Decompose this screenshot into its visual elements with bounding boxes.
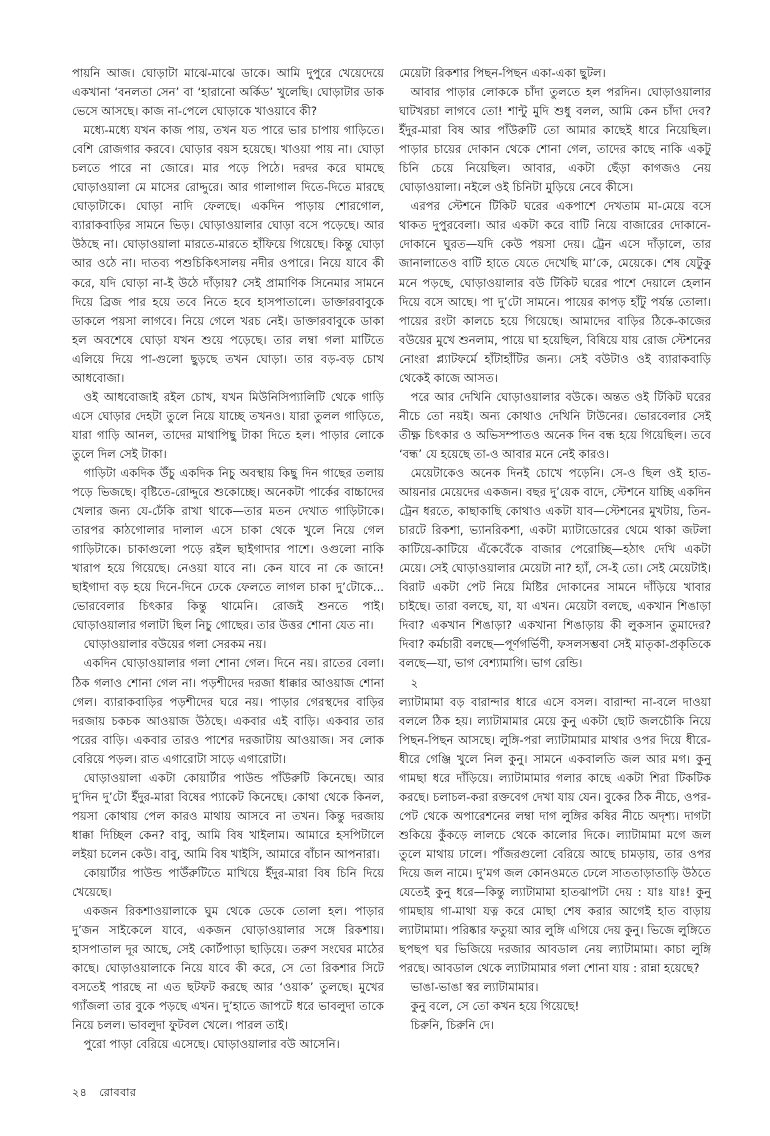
paragraph: আবার পাড়ার লোককে চাঁদা তুলতে হল পরদিন। ঘোড়াওয়ালার ঘাটখরচা লাগবে তো! শান্টু মুদি শুধু বলল, আমি কেন চাঁদা দেব? ইঁদুর-মারা বিষ আর পাঁউরুটি তো আমার কাছেই ধারে নিয়েছিল। পাড়ার চায়ের দোকান থেকে শোনা গেল, তাদের কাছে নাকি একটু চিনি চেয়ে নিয়েছিল। আবার, একটা ছেঁড়া কাগজও নেয় ঘোড়াওয়ালা। নইলে ওই চিনিটা মুড়িয়ে নেবে কীসে।: [399, 85, 711, 195]
paragraph: মেয়েটা রিকশার পিছন-পিছন একা-একা ছুটল।: [399, 66, 606, 80]
page-footer: [72, 1084, 137, 1103]
paragraph: ঘোড়াওয়ালা একটা কোয়ার্টার পাউন্ড পাঁউরুটি কিনেছে। আর দু’দিন দু’টো ইঁদুর-মারা বিষের প্যাকেট কিনেছে। কোথা থেকে কিনল, পয়সা কোথায় পেল কারও মাথায় আসবে না তখন। কিন্তু দরজায় ধাক্কা দিচ্ছিল কেন? বাবু, আমি বিষ খাইলাম। আমারে হসপিটালে লইয়া চলেন কেউ। বাবু, আমি বিষ খাইসি, আমারে বাঁচান আপনারা।: [72, 770, 384, 861]
paragraph: মেয়েটাকেও অনেক দিনই চোখে পড়েনি। সে-ও ছিল ওই হাত-আয়নার মেয়েদের একজন। বছর দু’য়েক বাদে, স্টেশনে যাচ্ছি একদিন ট্রেন ধরতে, কাছাকাছি কোথাও একটা যাব—স্টেশনের মুখটায়, তিন-চারটে রিকশা, ভ্যানরিকশা, একটা ম্যাটাডোরের থেমে থাকা জটলা কাটিয়ে-কাটিয়ে এঁকেবেঁকে বাজার পেরোচ্ছি—হঠাৎ দেখি একটা মেয়ে। সেই ঘোড়াওয়ালার মেয়েটা না? হ্যাঁ, সে-ই তো। সেই মেয়েটাই। বিরাট একটা পেট নিয়ে মিষ্টির দোকানের সামনে দাঁড়িয়ে খাবার চাইছে। তারা বলছে, যা, যা এখন। মেয়েটা বলছে, একখান শিঙাড়া দিবা? একখান শিঙাড়া? একখানা শিঙাড়ায় কী লুকসান তুমাদের? দিবা? কর্মচারী বলছে—পূর্ণগর্ভিণী, ফসলসম্ভবা সেই মাতৃকা-প্রকৃতিকে বলছে—যা, ভাগ বেশ্যামাগি। ভাগ রেন্ডি।: [399, 465, 711, 671]
paragraph: পায়নি আজ। ঘোড়াটা মাঝে-মাঝে ডাকে। আমি দুপুরে খেয়েদেয়ে একখানা ‘বনলতা সেন’ বা ‘হারানো অর্কিড’ খুলেছি। ঘোড়াটার ডাক ভেসে আসছে। কাজ না-পেলে ঘোড়াকে খাওয়াবে কী?: [72, 66, 384, 119]
paragraph: একদিন ঘোড়াওয়ালার গলা শোনা গেল। দিনে নয়। রাতের বেলা। ঠিক গলাও শোনা গেল না। পড়শীদের দরজা ধাক্কার আওয়াজ শোনা গেল। ব্যারাকবাড়ির পড়শীদের ঘরে নয়। পাড়ার গেরস্থদের বাড়ির দরজায় চকচক আওয়াজ উঠছে। একবার এই বাড়ি। একবার তার পরের বাড়ি। একবার তারও পাশের দরজাটায় আওয়াজ। সব লোক বেরিয়ে পড়ল। রাত এগারোটা সাড়ে এগারোটা।: [72, 656, 384, 766]
left-column: [72, 64, 384, 1054]
story-section-continued: [399, 64, 711, 674]
paragraph: কুনু বলে, সে তো কখন হয়ে গিয়েছে!: [410, 999, 580, 1014]
magazine-name: রোববার: [99, 1086, 137, 1099]
paragraph: পরে আর দেখিনি ঘোড়াওয়ালার বউকে। অন্তত ওই টিকিট ঘরের নীচে তো নয়ই। অন্য কোথাও দেখিনি টাউনের। ভোরবেলার সেই তীক্ষ্ণ চিৎকার ও অভিসম্পাতও অনেক দিন বন্ধ হয়ে গিয়েছিল। তবে ‘বন্ধ’ যে হয়েছে তা-ও আবার মনে নেই কারও।: [399, 389, 711, 461]
paragraph: ওই আধবোজাই রইল চোখ, যখন মিউনিসিপ্যালিটি থেকে গাড়ি এসে ঘোড়ার দেহটা তুলে নিয়ে যাচ্ছে তখনও। যারা তুলল গাড়িতে, যারা গাড়ি আনল, তাদের মাথাপিছু টাকা দিতে হল। পাড়ার লোকে তুলে দিল সেই টাকা।: [72, 389, 384, 461]
paragraph: মধ্যে-মধ্যে যখন কাজ পায়, তখন যত পারে ভার চাপায় গাড়িতে। বেশি রোজগার করবে। ঘোড়ার বয়স হয়েছে। খাওয়া পায় না। ঘোড়া চলতে পারে না জোরে। মার পড়ে পিঠে। দরদর করে ঘামছে ঘোড়াওয়ালা মে মাসের রোদ্দুরে। আর গালাগাল দিতে-দিতে মারছে ঘোড়াটাকে। ঘোড়া নাদি ফেলছে। একদিন পাড়ায় শোরগোল, ব্যারাকবাড়ির সামনে ভিড়। ঘোড়াওয়ালার ঘোড়া বসে পড়েছে। আর উঠছে না। ঘোড়াওয়ালা মারতে-মারতে হাঁফিয়ে গিয়েছে। কিন্তু ঘোড়া আর ওঠে না। দাতব্য পশুচিকিৎসালয় নদীর ওপারে। নিয়ে যাবে কী করে, যদি ঘোড়া না-ই উঠে দাঁড়ায়? সেই প্রামাণিক সিনেমার সামনে দিয়ে ব্রিজ পার হয়ে তবে নিতে হবে হাসপাতালে। ডাক্তারবাবুকে ডাকলে পয়সা লাগবে। নিয়ে গেলে খরচ নেই। ডাক্তারবাবুকে ডাকা হল অবশেষে ঘোড়া যখন শুয়ে পড়েছে। তার লম্বা গলা মাটিতে এলিয়ে দিয়ে পা-গুলো ছুড়ছে তখন ঘোড়া। তার বড়-বড় চোখ আধবোজা।: [72, 123, 384, 385]
paragraph: একজন রিকশাওয়ালাকে ঘুম থেকে ডেকে তোলা হল। পাড়ার দু’জন সাইকেলে যাবে, একজন ঘোড়াওয়ালার সঙ্গে রিকশায়। হাসপাতাল দূর আছে, সেই কোর্টপাড়া ছাড়িয়ে। তরুণ সংঘের মাঠের কাছে। ঘোড়াওয়ালাকে নিয়ে যাবে কী করে, সে তো রিকশার সিটে বসতেই পারছে না এত ছটফট করছে আর ‘ওয়াক’ তুলছে। মুখের গ্যাঁজলা তার বুকে পড়ছে এখন। দু’হাতে জাপটে ধরে ভাবলুদা তাকে নিয়ে চলল। ভাবলুদা ফুটবল খেলে। পারল তাই।: [72, 904, 384, 1033]
story-section-two: [399, 693, 711, 1036]
paragraph: পুরো পাড়া বেরিয়ে এসেছে। ঘোড়াওয়ালার বউ আসেনি।: [83, 1037, 340, 1052]
paragraph: গাড়িটা একদিক উঁচু একদিক নিচু অবস্থায় কিছু দিন গাছের তলায় পড়ে ভিজছে। বৃষ্টিতে-রোদ্দুরে শুকোচ্ছে। অনেকটা পার্কের বাচ্চাদের খেলার জন্য যে-ঢেঁকি রাখা থাকে—তার মতন দেখাত গাড়িটাকে। তারপর কাঠগোলার দালাল এসে চাকা থেকে খুলে নিয়ে গেল গাড়িটাকে। চাকাগুলো পড়ে রইল ছাইগাদার পাশে। ওগুলো নাকি খারাপ হয়ে গিয়েছে। নেওয়া যাবে না। কেন যাবে না কে জানে! ছাইগাদা বড় হয়ে দিনে-দিনে ঢেকে ফেলতে লাগল চাকা দু’টোকে... ভোরবেলার চিৎকার কিন্তু থামেনি। রোজই শুনতে পাই। ঘোড়াওয়ালার গলাটা ছিল নিচু গোছের। তার উত্তর শোনা যেত না।: [72, 465, 384, 633]
page-number: ২৪: [72, 1086, 88, 1099]
paragraph: চিরুনি, চিরুনি দে।: [410, 1018, 495, 1033]
paragraph: এরপর স্টেশনে টিকিট ঘরের একপাশে দেখতাম মা-মেয়ে বসে থাকত দুপুরবেলা। আর একটা করে বাটি নিয়ে বাজারের দোকানে-দোকানে ঘুরত—যদি কেউ পয়সা দেয়। ট্রেন এসে দাঁড়ালে, তার জানালাতেও বাটি হাতে যেতে দেখেছি মা’কে, মেয়েকে। শেষ যেটুকু মনে পড়ছে, ঘোড়াওয়ালার বউ টিকিট ঘরের পাশে দেয়ালে হেলান দিয়ে বসে আছে। পা দু’টো সামনে। পায়ের কাপড় হাঁটু পর্যন্ত তোলা। পায়ের রংটা কালচে হয়ে গিয়েছে। আমাদের বাড়ির ঠিকে-কাজের বউয়ের মুখে শুনলাম, পায়ে ঘা হয়েছিল, বিষিয়ে যায় রোজ স্টেশনের নোংরা প্ল্যাটফর্মে হাঁটাহাঁটির জন্য। সেই বউটাও ওই ব্যারাকবাড়ি থেকেই কাজে আসত।: [399, 199, 711, 385]
paragraph: ল্যাটামামা বড় বারান্দার ধারে এসে বসল। বারান্দা না-বলে দাওয়া বললে ঠিক হয়। ল্যাটামামার মেয়ে কুনু একটা ছোট জলচৌকি নিয়ে পিছন-পিছন আসছে। লুঙ্গি-পরা ল্যাটামামার মাথার ওপর দিয়ে ধীরে-ধীরে গেঞ্জি খুলে নিল কুনু। সামনে একবালতি জল আর মগ। কুনু গামছা ধরে দাঁড়িয়ে। ল্যাটামামার গলার কাছে একটা শিরা টিকটিক করছে। চলাচল-করা রক্তবেগ দেখা যায় যেন। বুকের ঠিক নীচে, ওপর-পেট থেকে অপারেশনের লম্বা দাগ লুঙ্গির কষির নীচে অদৃশ্য। দাগটা শুকিয়ে কুঁকড়ে লালচে থেকে কালোর দিকে। ল্যাটামামা মগে জল তুলে মাথায় ঢালে। পাঁজরগুলো বেরিয়ে আছে চামড়ায়, তার ওপর দিয়ে জল নামে। দু’মগ জল কোনওমতে ঢেলে সাততাড়াতাড়ি উঠতে যেতেই কুনু ধরে—কিন্তু ল্যাটামামা হাতঝাপটা দেয় : যাঃ যাঃ! কুনু গামছায় গা-মাথা যত্ন করে মোছা শেষ করার আগেই হাত বাড়ায় ল্যাটামামা। পরিষ্কার ফতুয়া আর লুঙ্গি এগিয়ে দেয় কুনু। ভিজে লুঙ্গিতে ছপছপ ঘর ভিজিয়ে দরজার আবডাল নেয় ল্যাটামামা। কাচা লুঙ্গি পরছে। আবডাল থেকে ল্যাটামামার গলা শোনা যায় : রান্না হয়েছে?: [399, 694, 711, 976]
paragraph: ভাঙা-ভাঙা স্বর ল্যাটামামার।: [410, 980, 539, 995]
paragraph: কোয়ার্টার পাউন্ড পাউঁরুটিতে মাখিয়ে ইঁদুর-মারা বিষ চিনি দিয়ে খেয়েছে।: [72, 865, 384, 900]
paragraph: ঘোড়াওয়ালার বউয়ের গলা সেরকম নয়।: [83, 637, 267, 652]
section-number: ২: [410, 675, 419, 690]
right-column: [399, 64, 711, 1035]
